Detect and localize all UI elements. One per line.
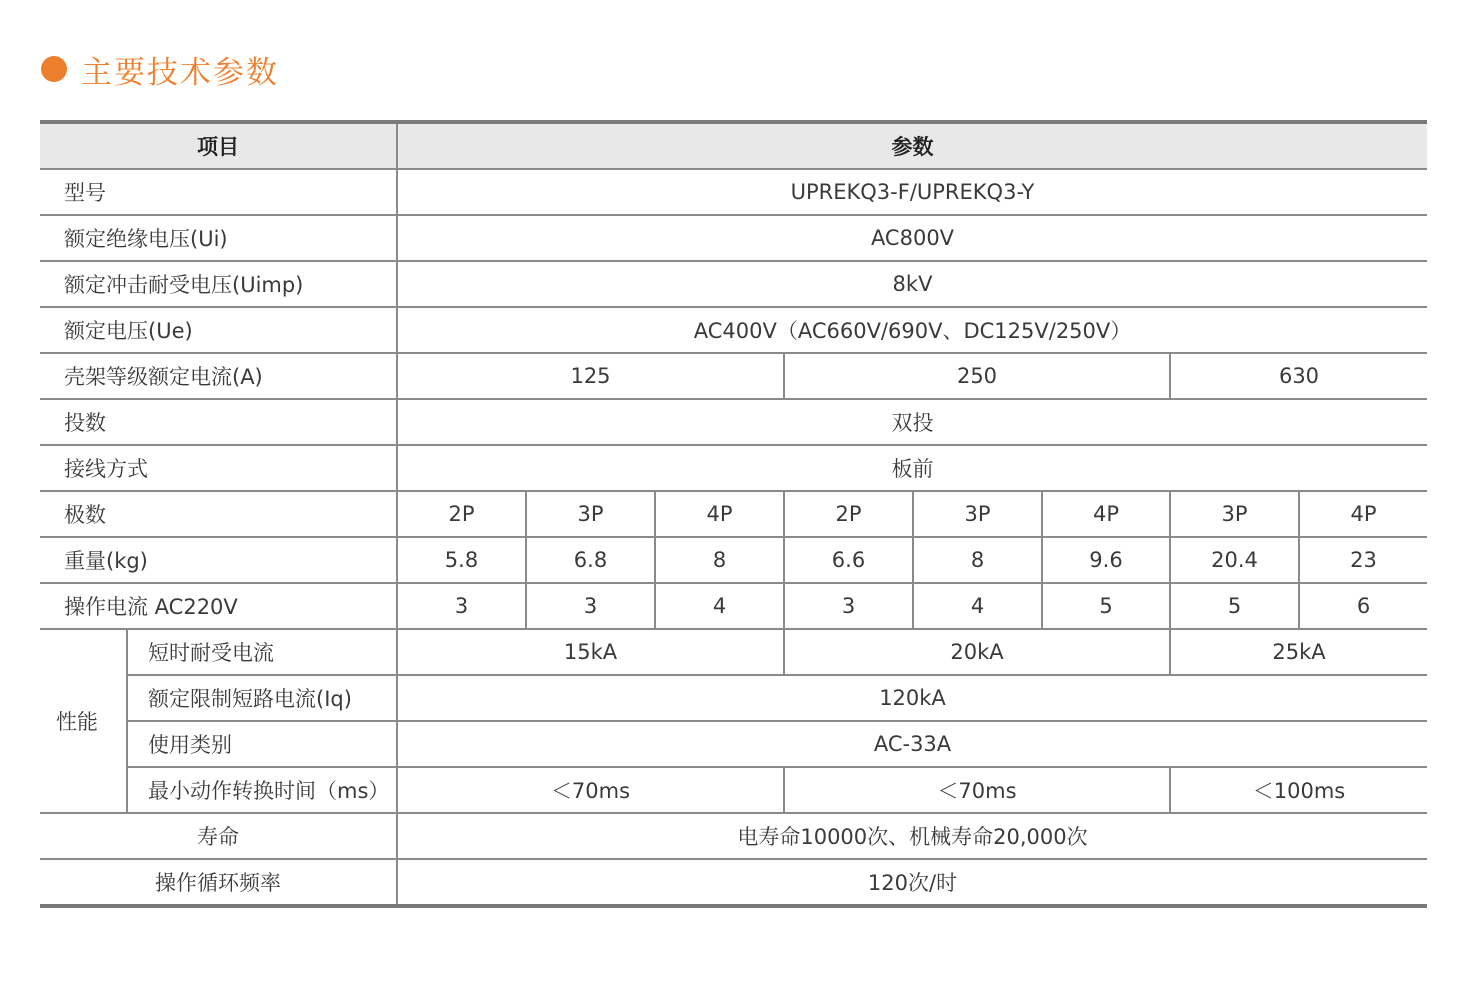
ui-value: AC800V [397,215,1427,261]
short-time-15ka: 15kA [397,629,784,675]
switch-time-value: ＜70ms [784,767,1170,813]
op-current-cell: 4 [655,583,784,629]
op-current-cell: 6 [1299,583,1427,629]
table-row [40,629,1427,675]
table-row [40,537,1427,583]
row-label-frame-current: 壳架等级额定电流(A) [40,353,397,399]
life-value: 电寿命10000次、机械寿命20,000次 [397,813,1427,859]
row-label-category: 使用类别 [127,721,397,767]
weight-cell: 8 [655,537,784,583]
weight-cell: 6.8 [526,537,655,583]
row-label-cycle: 操作循环频率 [40,859,397,906]
op-current-cell: 4 [913,583,1042,629]
table-row [40,261,1427,307]
cycle-value: 120次/时 [397,859,1427,906]
weight-cell: 23 [1299,537,1427,583]
op-current-cell: 5 [1170,583,1299,629]
table-row [40,767,1427,813]
row-label-life: 寿命 [40,813,397,859]
wiring-value: 板前 [397,445,1427,491]
table-row [40,307,1427,353]
poles-cell: 3P [1170,491,1299,537]
poles-cell: 2P [784,491,913,537]
category-value: AC-33A [397,721,1427,767]
row-label-throws: 投数 [40,399,397,445]
bullet-dot-icon [41,56,67,82]
row-label-performance: 性能 [40,629,127,813]
op-current-cell: 3 [397,583,526,629]
table-row [40,813,1427,859]
section-title: 主要技术参数 [81,54,279,91]
throws-value: 双投 [397,399,1427,445]
row-label-short-time: 短时耐受电流 [127,629,397,675]
frame-current-630: 630 [1170,353,1427,399]
weight-cell: 8 [913,537,1042,583]
short-time-20ka: 20kA [784,629,1170,675]
table-row [40,491,1427,537]
table-row [40,859,1427,906]
op-current-cell: 5 [1042,583,1170,629]
switch-time-value: ＜100ms [1170,767,1427,813]
frame-current-250: 250 [784,353,1170,399]
table-row [40,399,1427,445]
row-label-op-current: 操作电流 AC220V [40,583,397,629]
weight-cell: 6.6 [784,537,913,583]
ue-value: AC400V（AC660V/690V、DC125V/250V） [397,307,1427,353]
section-header [41,48,279,90]
table-row [40,353,1427,399]
poles-cell: 4P [1042,491,1170,537]
spec-table [40,120,1427,908]
short-time-25ka: 25kA [1170,629,1427,675]
row-label-poles: 极数 [40,491,397,537]
row-label-switch-time: 最小动作转换时间（ms） [127,767,397,813]
table-row [40,169,1427,215]
table-row [40,721,1427,767]
model-value: UPREKQ3-F/UPREKQ3-Y [397,169,1427,215]
poles-cell: 3P [526,491,655,537]
limited-sc-value: 120kA [397,675,1427,721]
table-row [40,215,1427,261]
weight-cell: 9.6 [1042,537,1170,583]
row-label-limited-sc: 额定限制短路电流(Iq) [127,675,397,721]
op-current-cell: 3 [784,583,913,629]
table-header-row [40,122,1427,169]
table-row [40,445,1427,491]
poles-cell: 3P [913,491,1042,537]
table-row [40,583,1427,629]
frame-current-125: 125 [397,353,784,399]
weight-cell: 20.4 [1170,537,1299,583]
uimp-value: 8kV [397,261,1427,307]
row-label-uimp: 额定冲击耐受电压(Uimp) [40,261,397,307]
switch-time-value: ＜70ms [397,767,784,813]
row-label-model: 型号 [40,169,397,215]
row-label-ui: 额定绝缘电压(Ui) [40,215,397,261]
poles-cell: 4P [1299,491,1427,537]
table-row [40,675,1427,721]
row-label-weight: 重量(kg) [40,537,397,583]
poles-cell: 2P [397,491,526,537]
row-label-wiring: 接线方式 [40,445,397,491]
header-param: 参数 [397,122,1427,169]
row-label-ue: 额定电压(Ue) [40,307,397,353]
header-item: 项目 [40,122,397,169]
weight-cell: 5.8 [397,537,526,583]
poles-cell: 4P [655,491,784,537]
op-current-cell: 3 [526,583,655,629]
